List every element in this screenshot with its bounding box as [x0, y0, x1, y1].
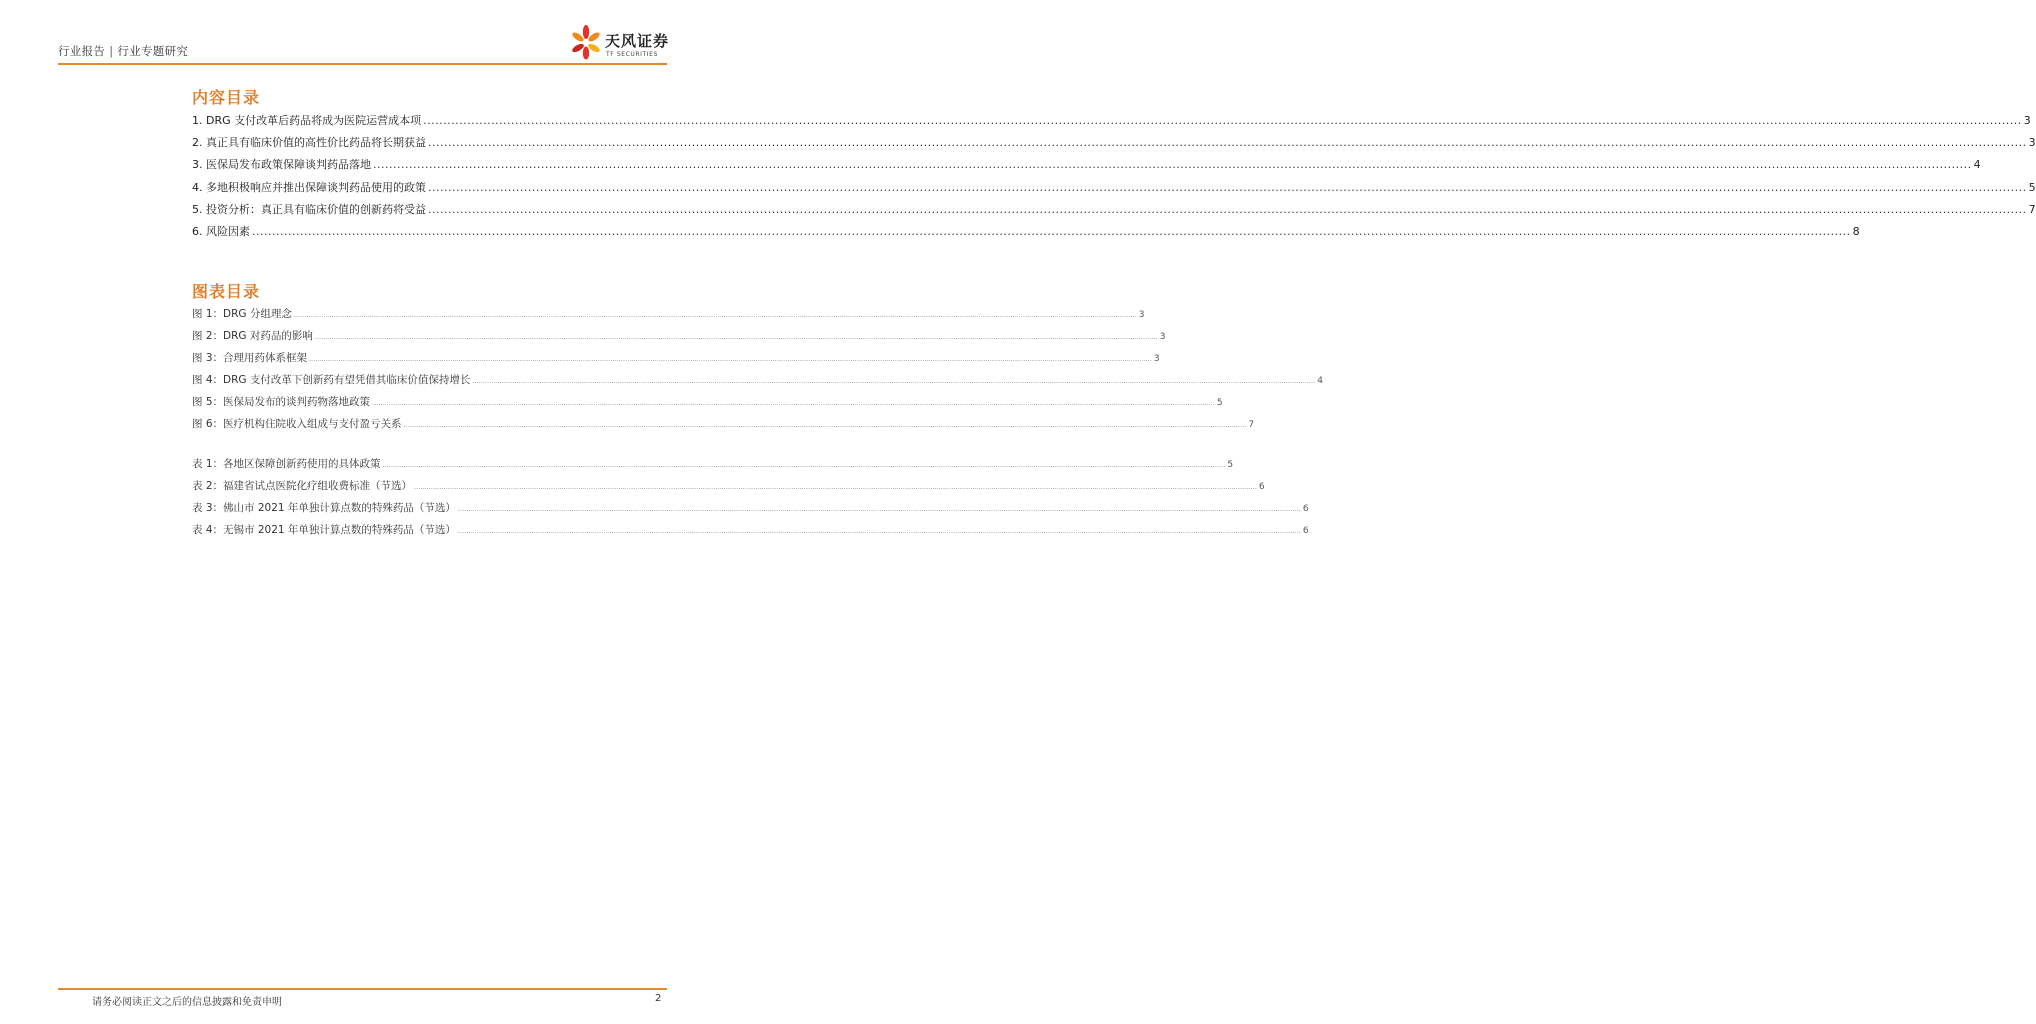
figure-entry-page: 4: [1317, 376, 1323, 386]
toc-entry-label: 6. 风险因素: [192, 224, 250, 238]
table-entry[interactable]: [192, 453, 1234, 475]
figure-entry[interactable]: [192, 325, 1166, 347]
contents-list: [192, 110, 2036, 243]
figure-entry-leader-dots: ................................................................................................................................................................................................................................................................................................................................................................................................................: [314, 334, 1158, 341]
toc-entry-leader-dots: ................................................................................................................................................................................................................................................................................................................................................................................................................: [373, 158, 1972, 172]
figure-entry-page: 3: [1159, 332, 1166, 342]
toc-entry-page: 5: [2028, 180, 2036, 194]
table-entry-label: 表 2：福建省试点医院化疗组收费标准（节选）: [192, 480, 413, 492]
figure-entry-page: 5: [1216, 398, 1223, 408]
figure-entry-label: 图 6：医疗机构住院收入组成与支付盈亏关系: [192, 418, 402, 430]
toc-entry-leader-dots: ................................................................................................................................................................................................................................................................................................................................................................................................................: [428, 136, 2027, 150]
report-category: [58, 43, 188, 59]
table-entry[interactable]: [192, 497, 1309, 519]
figure-entry-page: 3: [1153, 354, 1160, 364]
toc-entry-page: 8: [1852, 224, 1860, 238]
table-entry-leader-dots: ................................................................................................................................................................................................................................................................................................................................................................................................................: [414, 484, 1257, 491]
figure-entry[interactable]: [192, 413, 1255, 435]
toc-entry-leader-dots: ................................................................................................................................................................................................................................................................................................................................................................................................................: [423, 114, 2022, 127]
category-label: 行业报告: [58, 44, 106, 58]
toc-entry-label: 1. DRG 支付改革后药品将成为医院运营成本项: [192, 114, 422, 127]
toc-entry-page: 3: [2023, 114, 2031, 127]
figures-list: [192, 303, 1323, 435]
toc-entry-label: 3. 医保局发布政策保障谈判药品落地: [192, 158, 371, 172]
page-number: 2: [655, 993, 662, 1004]
figure-entry-page: 3: [1138, 310, 1145, 320]
category-separator: |: [109, 44, 114, 58]
toc-entry[interactable]: [192, 199, 2036, 221]
table-entry-label: 表 1：各地区保障创新药使用的具体政策: [192, 458, 381, 470]
toc-entry[interactable]: [192, 177, 2036, 199]
toc-entry-leader-dots: ................................................................................................................................................................................................................................................................................................................................................................................................................: [428, 202, 2027, 216]
logo-subtext: TF SECURITIES: [606, 51, 658, 58]
figure-entry-leader-dots: ................................................................................................................................................................................................................................................................................................................................................................................................................: [403, 422, 1247, 429]
table-entry-label: 表 4：无锡市 2021 年单独计算点数的特殊药品（节选）: [192, 524, 456, 536]
table-entry-page: 6: [1258, 482, 1265, 492]
footer-disclaimer: 请务必阅读正文之后的信息披露和免责申明: [92, 997, 282, 1008]
figure-entry-label: 图 4：DRG 支付改革下创新药有望凭借其临床价值保持增长: [192, 374, 471, 386]
toc-entry-page: 4: [1973, 158, 1981, 172]
table-entry-leader-dots: ................................................................................................................................................................................................................................................................................................................................................................................................................: [457, 506, 1301, 513]
toc-entry[interactable]: [192, 110, 2031, 132]
figure-entry-label: 图 3：合理用药体系框架: [192, 352, 308, 364]
subcategory-label: 行业专题研究: [117, 44, 189, 58]
logo-text: 天风证券: [605, 32, 670, 50]
figure-entry[interactable]: [192, 369, 1323, 391]
toc-entry[interactable]: [192, 132, 2036, 154]
figure-entry-label: 图 1：DRG 分组理念: [192, 308, 292, 320]
table-entry[interactable]: [192, 475, 1265, 497]
figure-entry[interactable]: [192, 347, 1160, 369]
figure-entry-leader-dots: ................................................................................................................................................................................................................................................................................................................................................................................................................: [309, 356, 1152, 363]
figure-entry-leader-dots: ................................................................................................................................................................................................................................................................................................................................................................................................................: [293, 312, 1137, 319]
toc-entry-label: 4. 多地积极响应并推出保障谈判药品使用的政策: [192, 180, 426, 194]
tables-list: [192, 453, 1309, 541]
table-entry-leader-dots: ................................................................................................................................................................................................................................................................................................................................................................................................................: [382, 462, 1226, 469]
figure-entry-leader-dots: ................................................................................................................................................................................................................................................................................................................................................................................................................: [372, 400, 1215, 407]
figure-entry[interactable]: [192, 391, 1223, 413]
table-entry-label: 表 3：佛山市 2021 年单独计算点数的特殊药品（节选）: [192, 502, 456, 514]
header-divider: [58, 63, 667, 65]
toc-entry-label: 5. 投资分析：真正具有临床价值的创新药将受益: [192, 202, 426, 216]
toc-entry[interactable]: [192, 154, 1981, 176]
toc-entry-page: 3: [2028, 136, 2036, 150]
figure-entry-leader-dots: ................................................................................................................................................................................................................................................................................................................................................................................................................: [472, 378, 1316, 385]
toc-entry-leader-dots: ................................................................................................................................................................................................................................................................................................................................................................................................................: [252, 224, 1851, 238]
table-entry[interactable]: [192, 519, 1309, 541]
figure-entry-label: 图 5：医保局发布的谈判药物落地政策: [192, 396, 371, 408]
toc-entry[interactable]: [192, 221, 1860, 243]
footer-divider: [58, 988, 667, 990]
table-entry-page: 5: [1227, 460, 1234, 470]
toc-entry-label: 2. 真正具有临床价值的高性价比药品将长期获益: [192, 136, 426, 150]
table-entry-leader-dots: ................................................................................................................................................................................................................................................................................................................................................................................................................: [457, 528, 1301, 535]
table-entry-page: 6: [1302, 526, 1309, 536]
figure-entry-label: 图 2：DRG 对药品的影响: [192, 330, 313, 342]
contents-title: 内容目录: [192, 88, 261, 107]
table-entry-page: 6: [1302, 504, 1309, 514]
figures-title: 图表目录: [192, 282, 261, 301]
figure-entry-page: 7: [1248, 420, 1255, 430]
toc-entry-page: 7: [2028, 202, 2036, 216]
figure-entry[interactable]: [192, 303, 1145, 325]
toc-entry-leader-dots: ................................................................................................................................................................................................................................................................................................................................................................................................................: [428, 180, 2027, 194]
